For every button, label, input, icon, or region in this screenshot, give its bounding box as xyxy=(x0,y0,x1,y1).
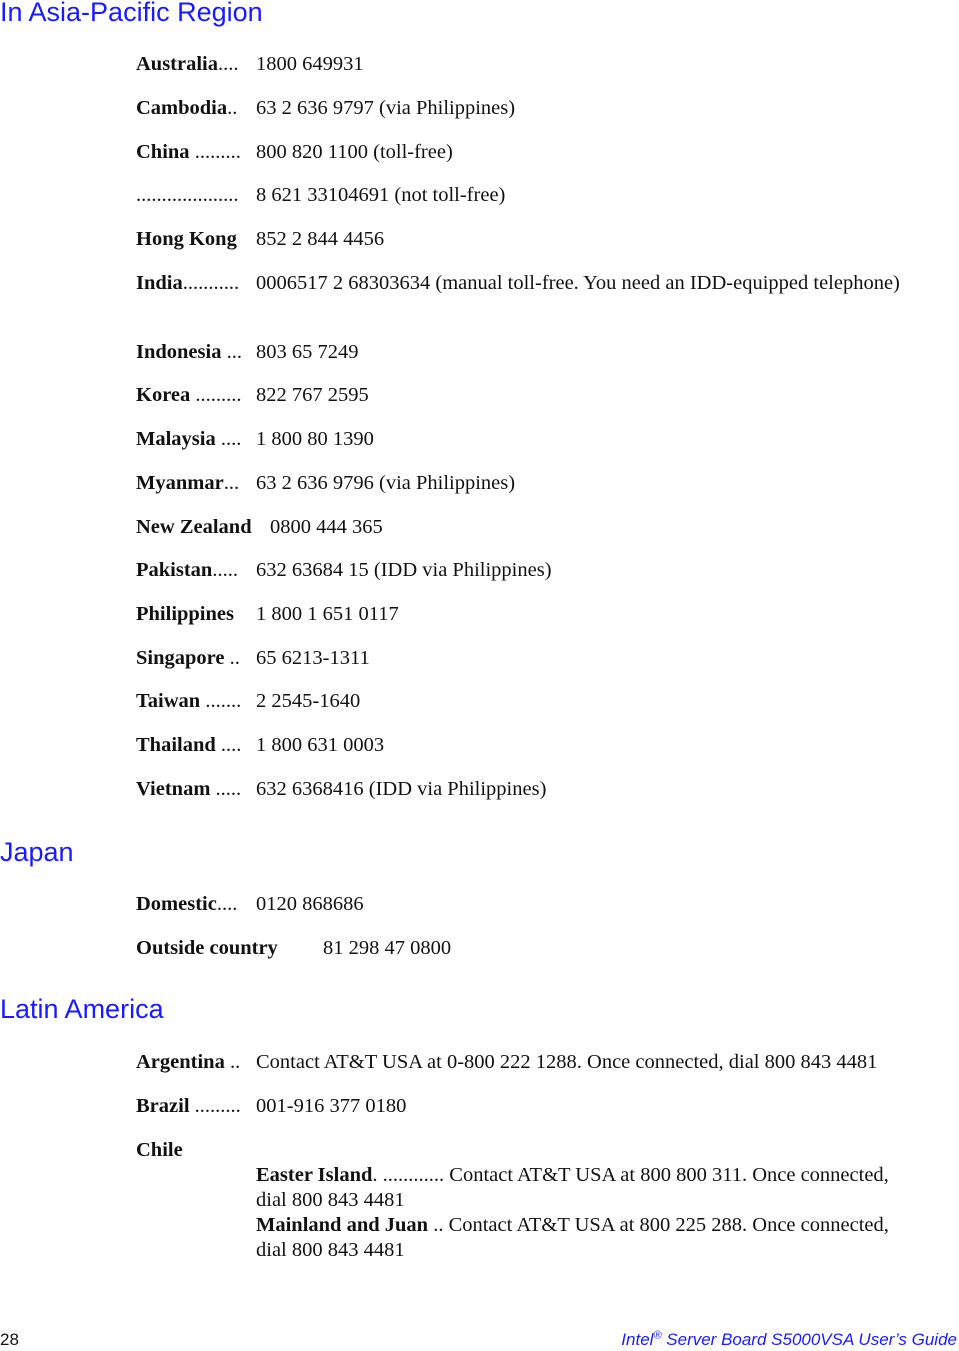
country-label: Myanmar xyxy=(136,472,224,494)
phone-number: 65 6213-1311 xyxy=(256,647,370,669)
phone-number: 822 767 2595 xyxy=(256,384,369,406)
contact-row-malaysia xyxy=(136,427,374,452)
leader-dots: .. xyxy=(224,647,240,669)
phone-number: 800 820 1100 (toll-free) xyxy=(256,141,453,163)
country-label: Vietnam xyxy=(136,778,211,800)
phone-number: 63 2 636 9796 (via Philippines) xyxy=(256,472,516,494)
phone-number-india: 0006517 2 68303634 (manual toll-free. You need an IDD-equipped telephone) xyxy=(256,272,900,294)
country-label: Philippines xyxy=(136,603,234,625)
contact-row-australia xyxy=(136,52,364,77)
leader-dots: .. xyxy=(224,1051,241,1073)
phone-number: 1 800 80 1390 xyxy=(256,428,374,450)
leader-dots: .... xyxy=(215,734,242,756)
leader-dots: ......... xyxy=(190,384,242,406)
contact-row-argentina xyxy=(136,1050,878,1075)
phone-number: 001-916 377 0180 xyxy=(256,1095,407,1117)
leader-dots: ... xyxy=(223,472,240,494)
section-heading-latin-america: Latin America xyxy=(0,994,164,1024)
country-label: Hong Kong xyxy=(136,228,237,250)
contact-row-singapore xyxy=(136,646,370,671)
contact-row-korea xyxy=(136,383,369,408)
contact-row-china-alt xyxy=(136,183,506,208)
leader-dots: ..... xyxy=(210,778,242,800)
leader-dots: .. xyxy=(428,1214,444,1236)
leader-dots: ..... xyxy=(212,559,238,581)
phone-number: 803 65 7249 xyxy=(256,341,359,363)
contact-row-taiwan xyxy=(136,689,361,714)
country-label: Taiwan xyxy=(136,690,201,712)
country-label: New Zealand xyxy=(136,516,252,538)
contact-row-new-zealand xyxy=(136,515,383,540)
phone-number: 1 800 631 0003 xyxy=(256,734,385,756)
phone-number: 0120 868686 xyxy=(256,893,364,915)
section-heading-japan: Japan xyxy=(0,837,74,867)
contact-row-myanmar xyxy=(136,471,516,496)
brand-name: Intel xyxy=(621,1330,654,1349)
registered-mark: ® xyxy=(653,1329,662,1342)
phone-number: 0800 444 365 xyxy=(270,516,383,538)
contact-row-brazil xyxy=(136,1094,407,1119)
guide-title: Server Board S5000VSA User’s Guide xyxy=(661,1330,957,1349)
contact-row-vietnam xyxy=(136,777,547,802)
leader-dots: ....... xyxy=(200,690,242,712)
leader-dots: .... xyxy=(218,53,239,75)
leader-dots: .................... xyxy=(136,184,239,206)
contact-row-philippines xyxy=(136,602,399,627)
country-label: Outside country xyxy=(136,937,278,959)
phone-number: 852 2 844 4456 xyxy=(256,228,385,250)
contact-row-india xyxy=(136,271,239,296)
leader-dots: ... xyxy=(221,341,242,363)
leader-dots: .. xyxy=(227,97,238,119)
country-label: China xyxy=(136,141,190,163)
phone-number: 81 298 47 0800 xyxy=(323,937,452,959)
contact-row-thailand xyxy=(136,733,385,758)
country-label: Singapore xyxy=(136,647,225,669)
region-label: Mainland and Juan xyxy=(256,1214,429,1236)
country-label: India xyxy=(136,272,183,294)
phone-number: 2 2545-1640 xyxy=(256,690,361,712)
contact-row-japan-outside xyxy=(136,936,452,961)
leader-dots: ......... xyxy=(189,1095,241,1117)
country-label: Malaysia xyxy=(136,428,216,450)
region-label: Easter Island xyxy=(256,1164,373,1186)
leader-dots: ......... xyxy=(189,141,241,163)
contact-instructions: Contact AT&T USA at 800 800 311. Once connected, dial 800 843 4481 xyxy=(256,1164,889,1211)
contact-row-chile-easter-island xyxy=(256,1163,916,1213)
contact-instructions: Contact AT&T USA at 800 225 288. Once connected, dial 800 843 4481 xyxy=(256,1214,889,1261)
phone-number: 632 63684 15 (IDD via Philippines) xyxy=(256,559,552,581)
contact-row-hong-kong xyxy=(136,227,385,252)
country-label: Korea xyxy=(136,384,191,406)
phone-number: 1 800 1 651 0117 xyxy=(256,603,399,625)
country-label: Cambodia xyxy=(136,97,228,119)
contact-row-pakistan xyxy=(136,558,552,583)
contact-row-indonesia xyxy=(136,340,359,365)
contact-row-japan-domestic xyxy=(136,892,364,917)
contact-row-chile-mainland xyxy=(256,1213,916,1263)
country-label: Australia xyxy=(136,53,218,75)
country-label: Thailand xyxy=(136,734,216,756)
country-label: Pakistan xyxy=(136,559,213,581)
contact-row-china xyxy=(136,140,453,165)
phone-number: 1800 649931 xyxy=(256,53,364,75)
phone-number: 63 2 636 9797 (via Philippines) xyxy=(256,97,516,119)
phone-number: 632 6368416 (IDD via Philippines) xyxy=(256,778,547,800)
country-label: Brazil xyxy=(136,1095,190,1117)
phone-number: 8 621 33104691 (not toll-free) xyxy=(256,184,506,206)
country-label: Argentina xyxy=(136,1051,225,1073)
contact-row-cambodia xyxy=(136,96,516,121)
country-label: Indonesia xyxy=(136,341,222,363)
country-label: Domestic xyxy=(136,893,217,915)
contact-row-chile xyxy=(136,1138,183,1163)
page-number: 28 xyxy=(0,1330,19,1349)
country-label: Chile xyxy=(136,1139,183,1161)
section-heading-asia-pacific: In Asia-Pacific Region xyxy=(0,0,263,27)
leader-dots: . ............ xyxy=(372,1164,445,1186)
leader-dots: .... xyxy=(215,428,242,450)
leader-dots: ........... xyxy=(182,272,240,294)
leader-dots: .... xyxy=(216,893,238,915)
phone-number: Contact AT&T USA at 0-800 222 1288. Once connected, dial 800 843 4481 xyxy=(256,1051,878,1073)
